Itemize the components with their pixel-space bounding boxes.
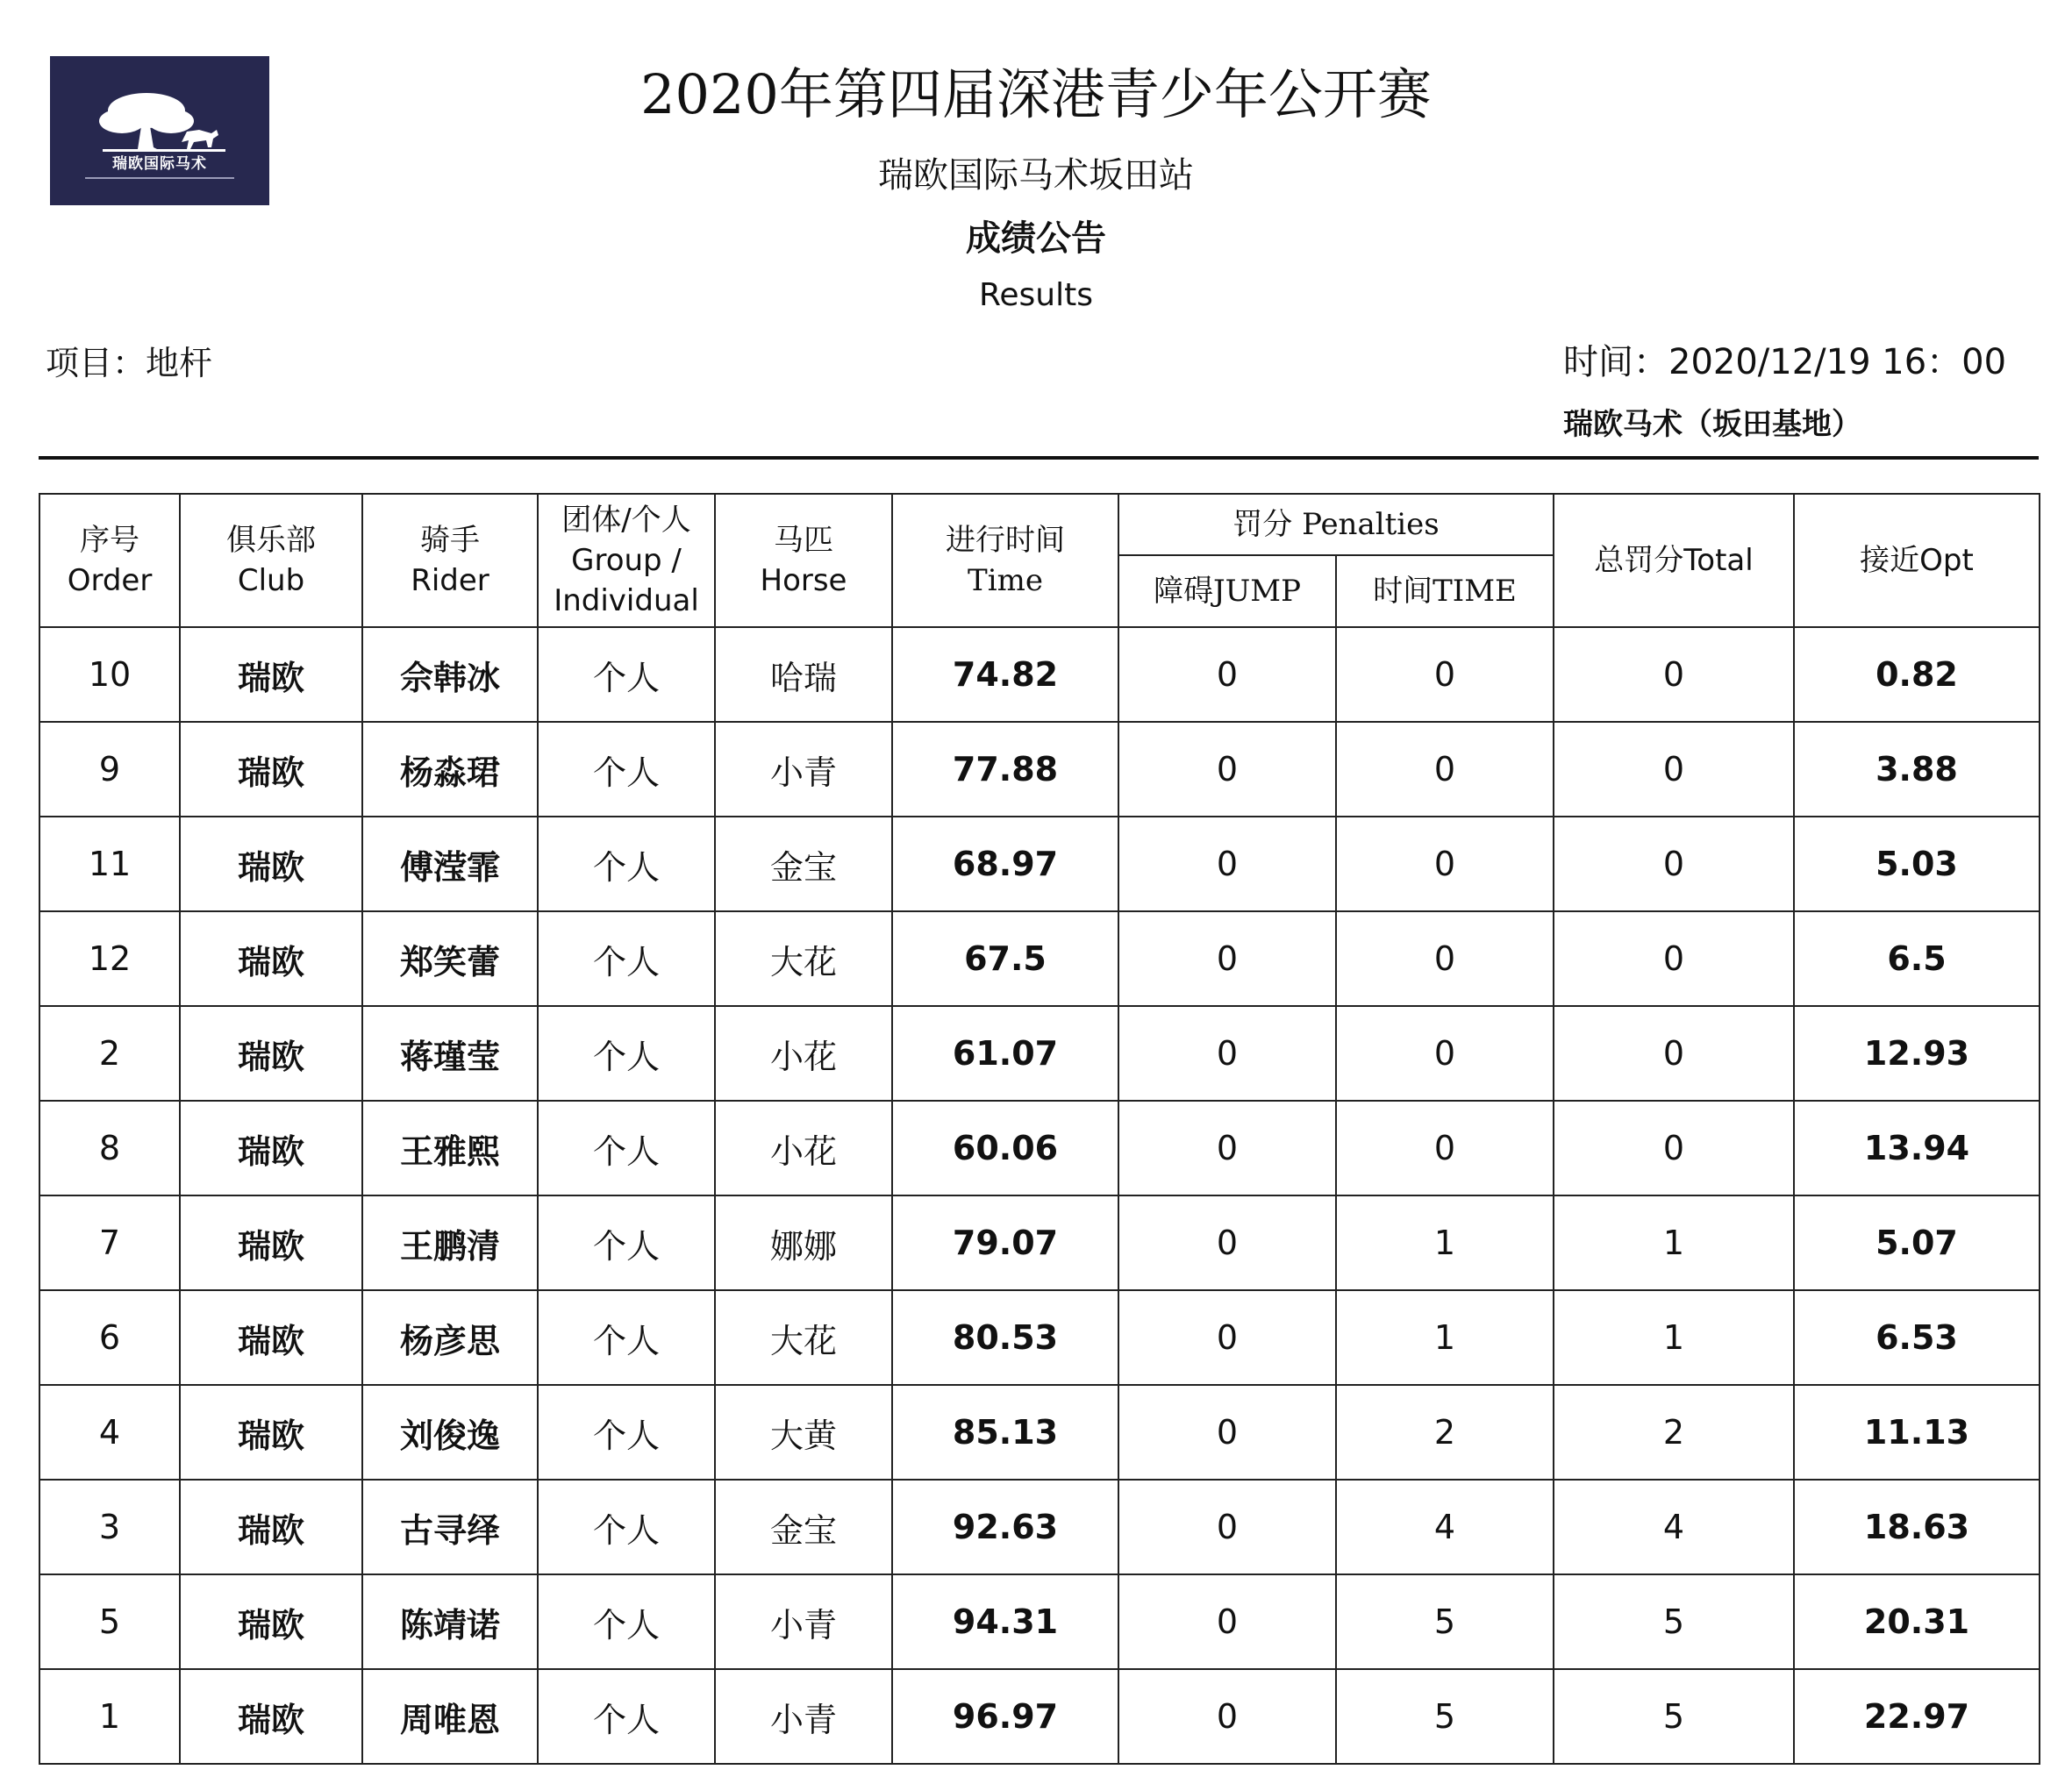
time-cell: 77.88 [892,722,1118,817]
results-table [39,493,2040,1765]
jump-penalty-cell: 0 [1118,817,1336,911]
header-jump: 障碍JUMP [1118,555,1336,627]
rider-cell: 王雅熙 [362,1101,538,1195]
table-row [39,911,2040,1006]
order-cell: 4 [39,1385,180,1480]
club-cell: 瑞欧 [180,1385,362,1480]
header-time [892,494,1118,627]
group-cell: 个人 [538,722,715,817]
order-cell: 3 [39,1480,180,1574]
time-cell: 74.82 [892,627,1118,722]
jump-penalty-cell: 0 [1118,1480,1336,1574]
group-cell: 个人 [538,1574,715,1669]
header-order-en: Order [67,563,153,598]
header-order-cn: 序号 [80,523,139,558]
horse-cell: 小青 [715,1574,892,1669]
horse-cell: 金宝 [715,1480,892,1574]
order-cell: 10 [39,627,180,722]
jump-penalty-cell: 0 [1118,1669,1336,1764]
rider-cell: 杨淼珺 [362,722,538,817]
header-club [180,494,362,627]
time-penalty-cell: 0 [1336,1101,1554,1195]
logo-text: 瑞欧国际马术 [112,155,207,173]
group-cell: 个人 [538,1385,715,1480]
rider-cell: 蒋瑾莹 [362,1006,538,1101]
time-cell: 92.63 [892,1480,1118,1574]
event-label: 项目：地杆 [46,344,213,382]
header-opt: 接近Opt [1794,494,2040,627]
header-horse-en: Horse [760,563,847,598]
header-group-cn: 团体/个人 [561,503,691,538]
order-cell: 2 [39,1006,180,1101]
club-cell: 瑞欧 [180,1290,362,1385]
horse-cell: 小青 [715,722,892,817]
header-group-en1: Group / [571,543,682,578]
time-penalty-cell: 5 [1336,1669,1554,1764]
club-cell: 瑞欧 [180,1006,362,1101]
rider-cell: 傅滢霏 [362,817,538,911]
rider-cell: 王鹏清 [362,1195,538,1290]
header-group [538,494,715,627]
order-cell: 1 [39,1669,180,1764]
opt-cell: 22.97 [1794,1669,2040,1764]
rider-cell: 杨彦思 [362,1290,538,1385]
table-row [39,1195,2040,1290]
header-horse [715,494,892,627]
rider-cell: 周唯恩 [362,1669,538,1764]
order-cell: 7 [39,1195,180,1290]
total-penalty-cell: 4 [1554,1480,1794,1574]
group-cell: 个人 [538,1006,715,1101]
group-cell: 个人 [538,1101,715,1195]
club-cell: 瑞欧 [180,627,362,722]
header-time-en: Time [968,563,1043,598]
horse-cell: 哈瑞 [715,627,892,722]
results-heading: Results [979,277,1093,313]
header-horse-cn: 马匹 [774,523,833,558]
order-cell: 9 [39,722,180,817]
header-club-cn: 俱乐部 [226,523,316,558]
table-row [39,1480,2040,1574]
jump-penalty-cell: 0 [1118,911,1336,1006]
total-penalty-cell: 1 [1554,1290,1794,1385]
jump-penalty-cell: 0 [1118,1574,1336,1669]
time-cell: 61.07 [892,1006,1118,1101]
time-penalty-cell: 5 [1336,1574,1554,1669]
jump-penalty-cell: 0 [1118,627,1336,722]
rider-cell: 古寻绎 [362,1480,538,1574]
time-penalty-cell: 4 [1336,1480,1554,1574]
club-cell: 瑞欧 [180,1480,362,1574]
total-penalty-cell: 5 [1554,1669,1794,1764]
group-cell: 个人 [538,1290,715,1385]
total-penalty-cell: 0 [1554,817,1794,911]
opt-cell: 18.63 [1794,1480,2040,1574]
horse-cell: 小花 [715,1101,892,1195]
total-penalty-cell: 1 [1554,1195,1794,1290]
jump-penalty-cell: 0 [1118,722,1336,817]
time-cell: 85.13 [892,1385,1118,1480]
time-cell: 79.07 [892,1195,1118,1290]
time-penalty-cell: 1 [1336,1195,1554,1290]
header-rider-en: Rider [411,563,489,598]
time-cell: 96.97 [892,1669,1118,1764]
jump-penalty-cell: 0 [1118,1006,1336,1101]
opt-cell: 0.82 [1794,627,2040,722]
horse-cell: 娜娜 [715,1195,892,1290]
page-title: 2020年第四届深港青少年公开赛 [640,62,1432,126]
time-penalty-cell: 1 [1336,1290,1554,1385]
opt-cell: 20.31 [1794,1574,2040,1669]
opt-cell: 5.03 [1794,817,2040,911]
rider-cell: 刘俊逸 [362,1385,538,1480]
group-cell: 个人 [538,627,715,722]
table-row [39,1669,2040,1764]
horse-cell: 大黄 [715,1385,892,1480]
time-cell: 80.53 [892,1290,1118,1385]
opt-cell: 6.53 [1794,1290,2040,1385]
opt-cell: 12.93 [1794,1006,2040,1101]
header-time-cn: 进行时间 [946,523,1065,558]
order-cell: 6 [39,1290,180,1385]
results-table-body [39,627,2040,1764]
table-row [39,1385,2040,1480]
rider-cell: 郑笑蕾 [362,911,538,1006]
header-timepen: 时间TIME [1336,555,1554,627]
page-subtitle: 瑞欧国际马术坂田站 [878,155,1194,196]
opt-cell: 5.07 [1794,1195,2040,1290]
rider-cell: 陈靖诺 [362,1574,538,1669]
jump-penalty-cell: 0 [1118,1385,1336,1480]
total-penalty-cell: 0 [1554,1006,1794,1101]
time-cell: 60.06 [892,1101,1118,1195]
group-cell: 个人 [538,1195,715,1290]
club-cell: 瑞欧 [180,817,362,911]
club-cell: 瑞欧 [180,1101,362,1195]
header-club-en: Club [237,563,305,598]
table-row [39,722,2040,817]
total-penalty-cell: 5 [1554,1574,1794,1669]
club-cell: 瑞欧 [180,1574,362,1669]
opt-cell: 6.5 [1794,911,2040,1006]
header-order [39,494,180,627]
jump-penalty-cell: 0 [1118,1290,1336,1385]
order-cell: 8 [39,1101,180,1195]
opt-cell: 3.88 [1794,722,2040,817]
jump-penalty-cell: 0 [1118,1101,1336,1195]
time-penalty-cell: 0 [1336,911,1554,1006]
opt-cell: 11.13 [1794,1385,2040,1480]
horse-cell: 大花 [715,1290,892,1385]
time-cell: 68.97 [892,817,1118,911]
horse-cell: 小花 [715,1006,892,1101]
total-penalty-cell: 0 [1554,722,1794,817]
horse-cell: 金宝 [715,817,892,911]
time-penalty-cell: 0 [1336,1006,1554,1101]
club-cell: 瑞欧 [180,1195,362,1290]
table-row [39,1101,2040,1195]
club-cell: 瑞欧 [180,722,362,817]
horse-cell: 小青 [715,1669,892,1764]
table-row [39,817,2040,911]
header-divider [39,456,2039,460]
horse-cell: 大花 [715,911,892,1006]
time-penalty-cell: 0 [1336,627,1554,722]
header-rider [362,494,538,627]
table-row [39,627,2040,722]
time-penalty-cell: 0 [1336,722,1554,817]
group-cell: 个人 [538,817,715,911]
table-row [39,1574,2040,1669]
table-row [39,1006,2040,1101]
time-cell: 67.5 [892,911,1118,1006]
opt-cell: 13.94 [1794,1101,2040,1195]
total-penalty-cell: 2 [1554,1385,1794,1480]
group-cell: 个人 [538,911,715,1006]
group-cell: 个人 [538,1669,715,1764]
club-cell: 瑞欧 [180,911,362,1006]
group-cell: 个人 [538,1480,715,1574]
total-penalty-cell: 0 [1554,627,1794,722]
header-rider-cn: 骑手 [420,523,480,558]
time-penalty-cell: 2 [1336,1385,1554,1480]
table-row [39,1290,2040,1385]
header-total: 总罚分Total [1554,494,1794,627]
total-penalty-cell: 0 [1554,911,1794,1006]
rider-cell: 佘韩冰 [362,627,538,722]
total-penalty-cell: 0 [1554,1101,1794,1195]
datetime-label: 时间：2020/12/19 16：00 [1563,342,2007,382]
club-cell: 瑞欧 [180,1669,362,1764]
time-penalty-cell: 0 [1336,817,1554,911]
notice-heading: 成绩公告 [966,218,1106,259]
order-cell: 12 [39,911,180,1006]
venue-label: 瑞欧马术（坂田基地） [1563,407,1861,442]
order-cell: 5 [39,1574,180,1669]
header-group-en2: Individual [554,583,699,618]
jump-penalty-cell: 0 [1118,1195,1336,1290]
header-penalties: 罚分 Penalties [1118,494,1554,555]
order-cell: 11 [39,817,180,911]
time-cell: 94.31 [892,1574,1118,1669]
